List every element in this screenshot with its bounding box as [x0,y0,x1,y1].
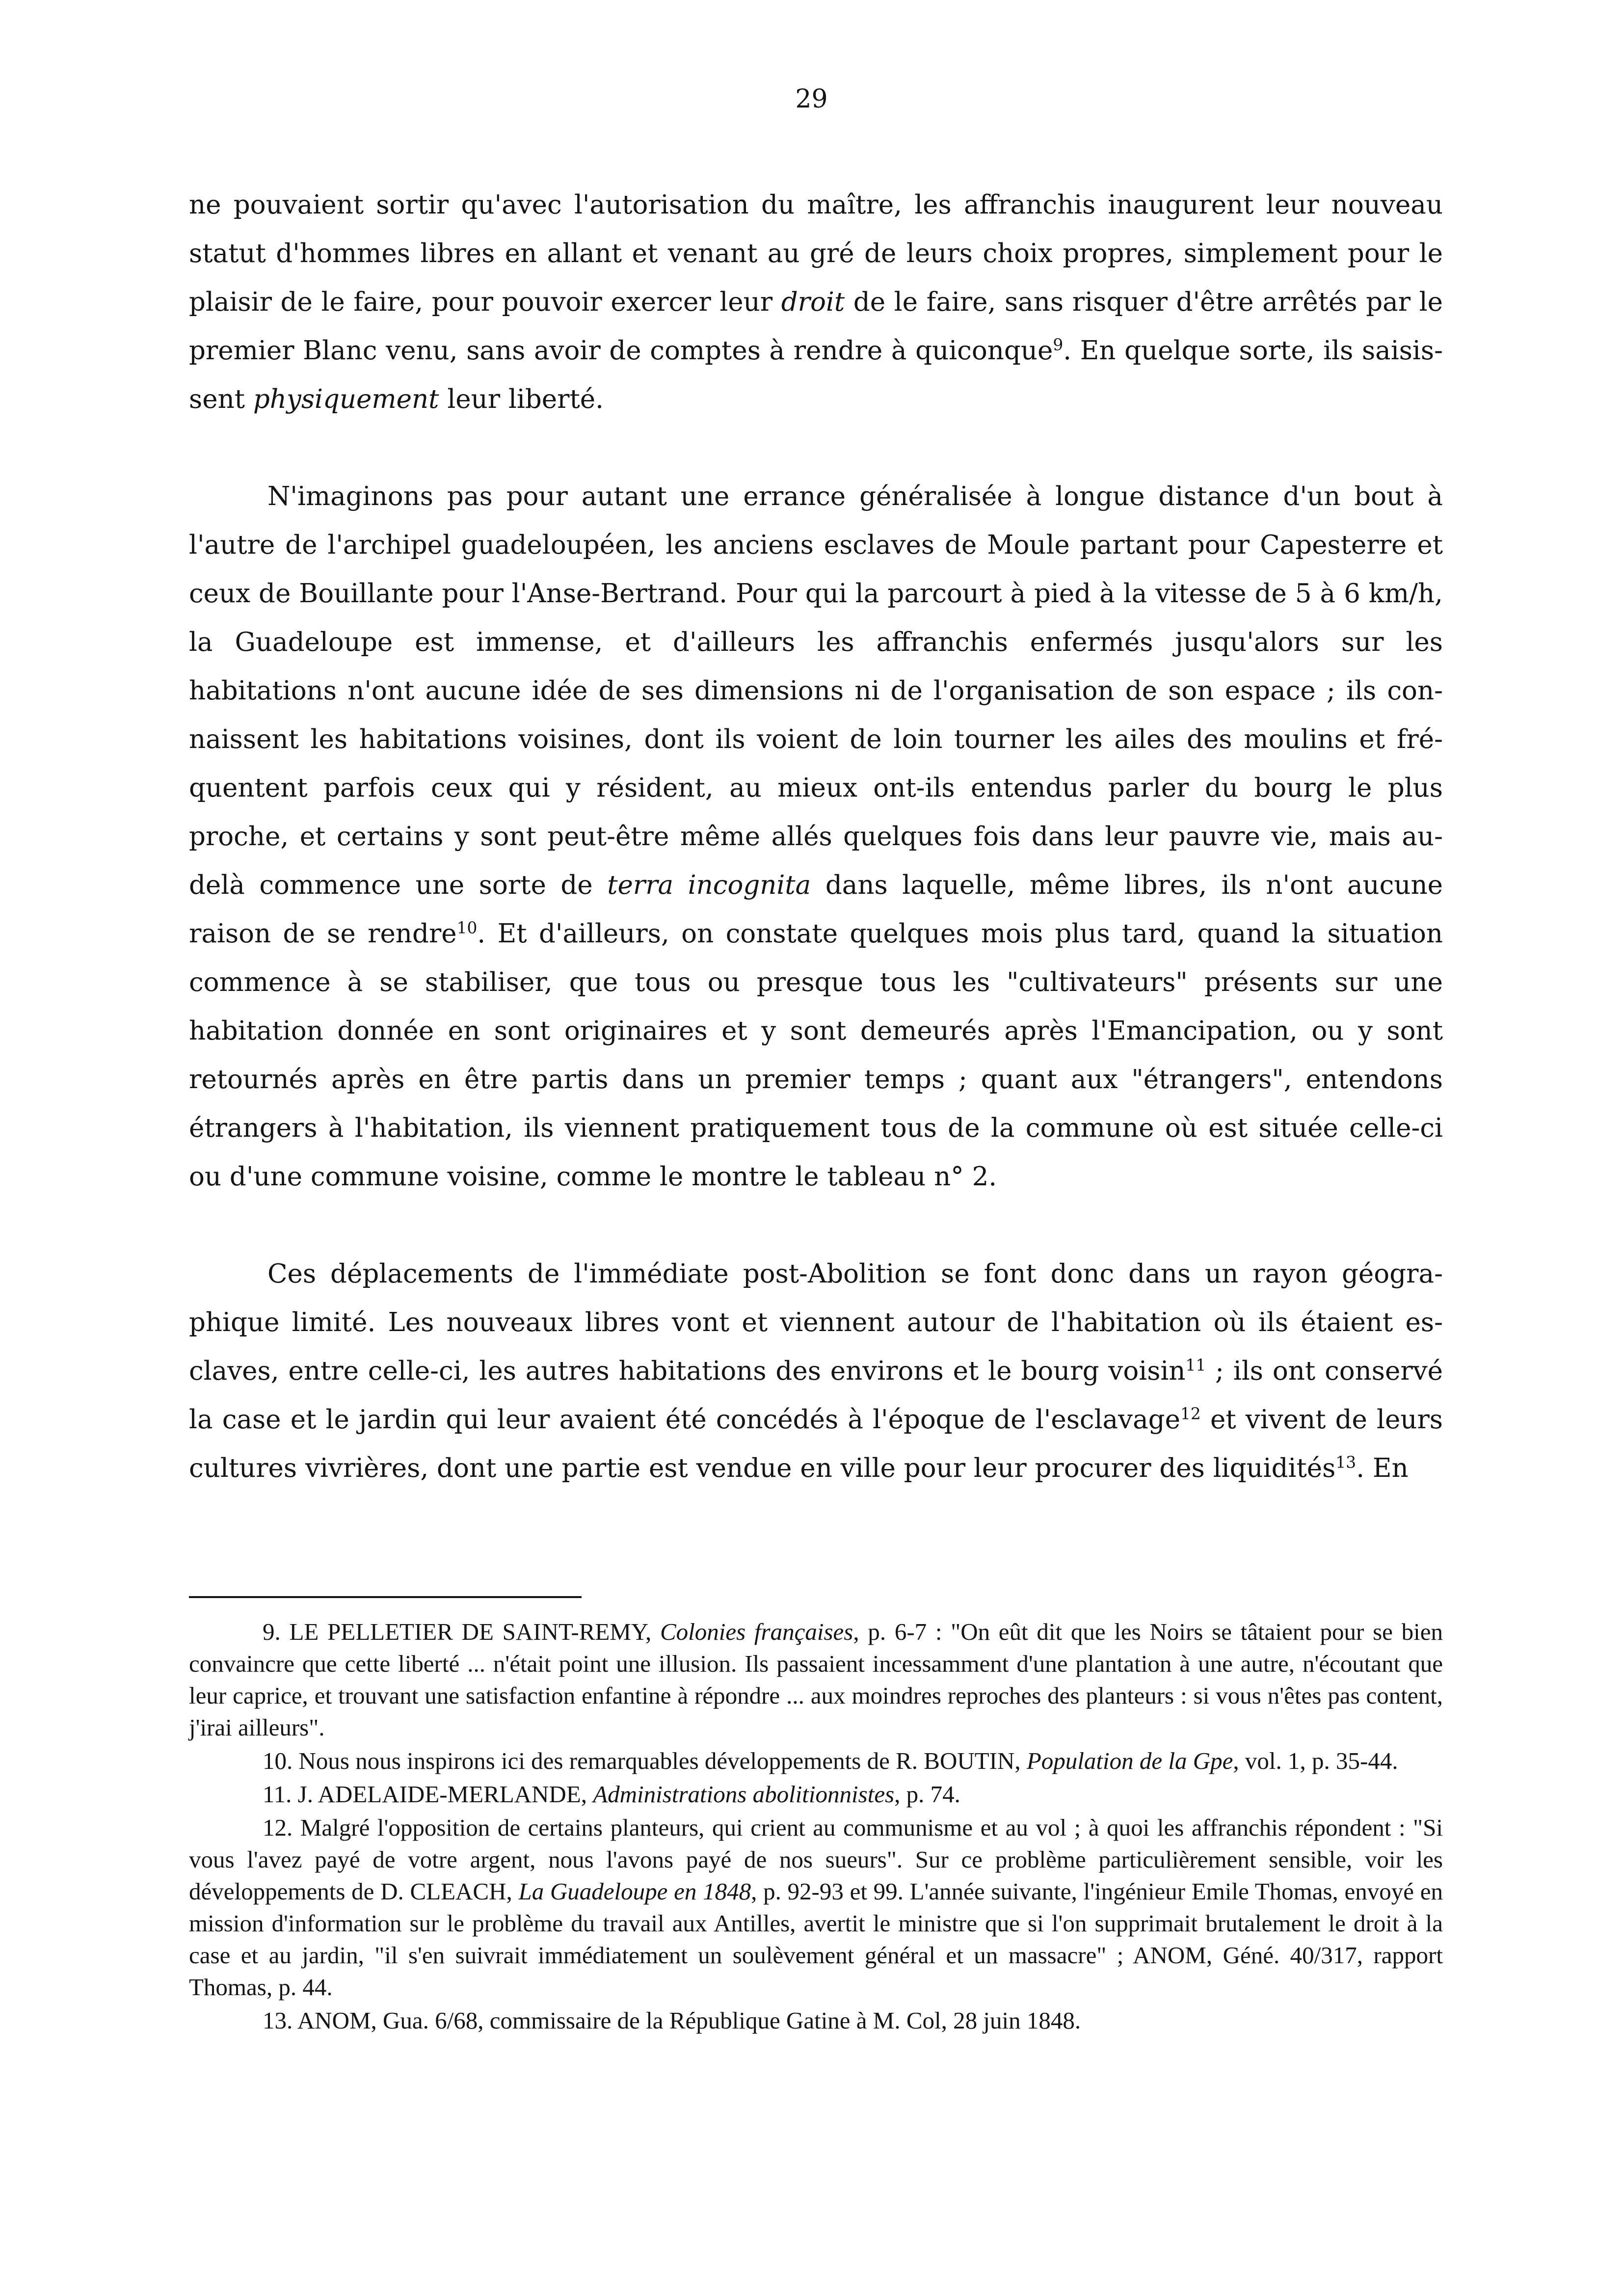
footnote-13 [189,2004,1443,2036]
footnote-ref-12[interactable]: 12 [1180,1404,1201,1423]
paragraph-text: dans laquelle, même libres, ils n'ont aucune raison de se rendre [189,870,1443,949]
footnote-ref-11[interactable]: 11 [1185,1355,1206,1375]
footnote-text: 12. Malgré l'opposition de certains planteurs, qui crient au communisme et au vol ; à quoi les affranchis répondent : "Si vous l'avez payé de votre argent, nous l'avons payé de nos sueurs". Sur ce problème particulièrement sensible, voir les développements de D. CLEACH, [189,1814,1443,1905]
footnote-text: , vol. 1, p. 35-44. [1233,1747,1398,1774]
paragraph-3 [189,1250,1443,1493]
footnote-title: La Guadeloupe en 1848 [518,1878,751,1905]
footnote-9 [189,1616,1443,1743]
footnote-text: 13. ANOM, Gua. 6/68, commissaire de la République Gatine à M. Col, 28 juin 1848. [263,2007,1081,2034]
footnote-title: Population de la Gpe [1026,1747,1233,1774]
paragraph-text: N'imaginons pas pour autant une errance généralisée à longue distance d'un bout à l'autre de l'archipel guadeloupéen, les anciens esclaves de Moule partant pour Capesterre et ceux de Bouillante pour l'Anse-Bertrand. Pour qui la parcourt à pied à la vitesse de 5 à 6 km/h, la Guadeloupe est immense, et d'ailleurs les affranchis enfermés jusqu'alors sur les habitations n'ont aucune idée de ses dimensions ni de l'organisation de son espace ; ils connaissent les habitations voisines, dont ils voient de loin tourner les ailes des moulins et fréquentent parfois ceux qui y résident, au mieux ont-ils entendus parler du bourg le plus proche, et certains y sont peut-être même allés quelques fois dans leur pauvre vie, mais au-delà commence une sorte de [189,481,1443,900]
paragraph-text: leur liberté. [439,384,604,414]
footnote-text: 10. Nous nous inspirons ici des remarquables développements de R. BOUTIN, [263,1747,1027,1774]
footnote-ref-13[interactable]: 13 [1335,1452,1357,1472]
footnote-10 [189,1745,1443,1777]
footnote-title: Administrations abolitionnistes [593,1781,895,1808]
paragraph-text: Ces déplacements de l'immédiate post-Abolition se font donc dans un rayon géographique limité. Les nouveaux libres vont et viennent autour de l'habitation où ils étaient esclaves, entre celle-ci, les autres habitations des environs et le bourg voisin [189,1259,1443,1386]
footnote-text: , p. 6-7 : "On eût dit que les Noirs se tâtaient pour se bien convaincre que cette liberté ... n'était point une illusion. Ils passaient incessamment d'une plantation à une autre, n'écoutant que leur caprice, et trouvant une satisfaction enfantine à répondre ... aux moindres reproches des planteurs : si vous n'êtes pas content, j'irai ailleurs". [189,1618,1443,1741]
paragraph-text: . Et d'ailleurs, on constate quelques mois plus tard, quand la situation commence à se stabiliser, que tous ou presque tous les "cultivateurs" présents sur une habitation donnée en sont originaires et y sont demeurés après l'Emancipation, ou y sont retournés après en être partis dans un premier temps ; quant aux "étrangers", entendons étrangers à l'habitation, ils viennent pratiquement tous de la commune où est située celle-ci ou d'une commune voisine, comme le montre le tableau n° 2. [189,919,1443,1192]
paragraph-text: ne pouvaient sortir qu'avec l'autorisation du maître, les affranchis inaugurent leur nouveau statut d'hommes libres en allant et venant au gré de leurs choix propres, simplement pour le plaisir de le faire, pour pouvoir exercer leur [189,190,1443,317]
page-number: 29 [795,84,828,114]
footnote-12 [189,1812,1443,2003]
paragraph-text: et vivent de leurs cultures vivrières, dont une partie est vendue en ville pour leur procurer des liquidités [189,1405,1443,1483]
footnote-text: 11. J. ADELAIDE-MERLANDE, [263,1781,593,1808]
italic-term: physiquement [253,384,439,414]
paragraph-text: . En [1356,1453,1409,1483]
paragraph-1 [189,181,1443,424]
footnote-text: 9. LE PELLETIER DE SAINT-REMY, [263,1618,660,1645]
body-text [189,181,1443,1493]
paragraph-2 [189,472,1443,1201]
footnote-text: , p. 74. [894,1781,960,1808]
paragraph-text: . En quelque sorte, ils saisissent [189,336,1443,414]
footnotes [189,1616,1443,2038]
footnote-title: Colonies françaises [660,1618,853,1645]
footnote-separator [189,1596,582,1598]
footnote-ref-10[interactable]: 10 [456,918,478,937]
footnote-ref-9[interactable]: 9 [1053,335,1064,354]
footnote-text: , p. 92-93 et 99. L'année suivante, l'ingénieur Emile Thomas, envoyé en mission d'information sur le problème du travail aux Antilles, avertit le ministre que si l'on supprimait brutalement le droit à la case et au jardin, "il s'en suivrait immédiatement un soulèvement général et un massacre" ; ANOM, Géné. 40/317, rapport Thomas, p. 44. [189,1878,1443,2001]
paragraph-text: ; ils ont conservé la case et le jardin qui leur avaient été concédés à l'époque de l'esclavage [189,1356,1443,1435]
paragraph-text: de le faire, sans risquer d'être arrêtés par le premier Blanc venu, sans avoir de comptes à rendre à quiconque [189,287,1443,366]
italic-term: droit [781,287,845,317]
footnote-11 [189,1778,1443,1810]
italic-term: terra incognita [607,870,811,900]
